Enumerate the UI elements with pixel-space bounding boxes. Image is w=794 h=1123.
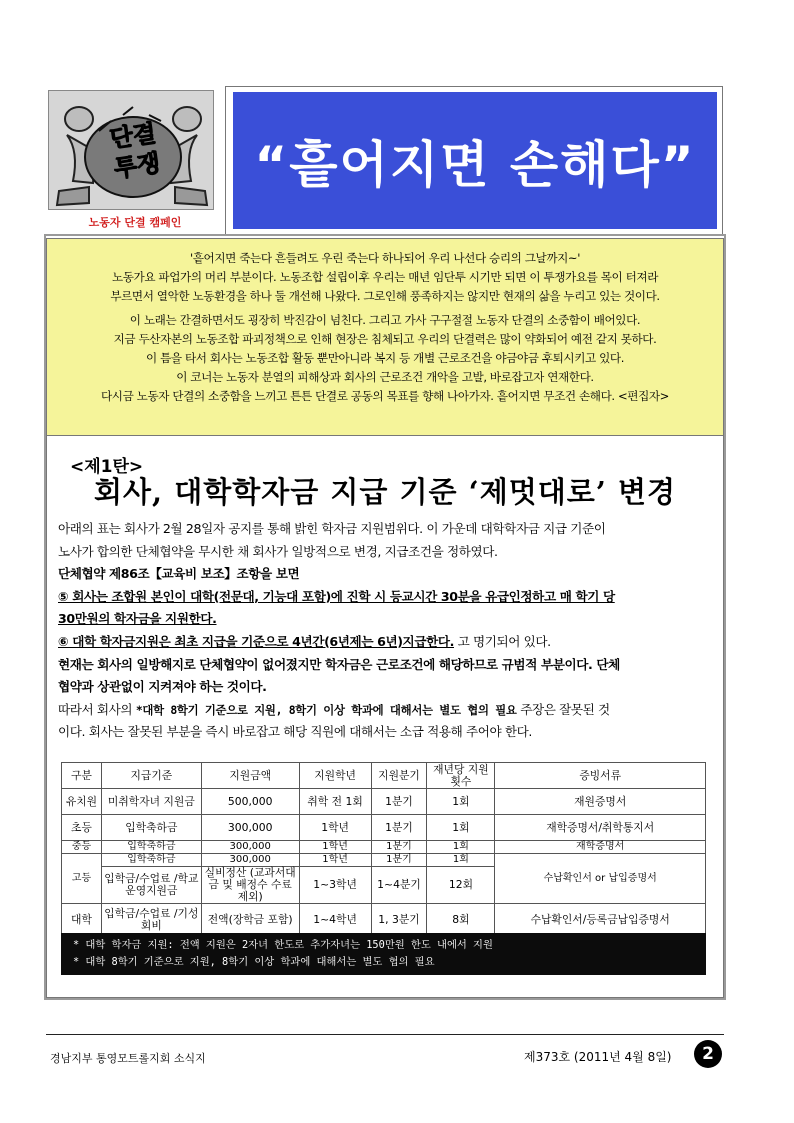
body-line: 30만원의 학자금을 지원한다.: [58, 611, 217, 627]
series-label: <제1탄>: [70, 457, 144, 477]
table-cell: 500,000: [201, 789, 299, 815]
body-line: 아래의 표는 회사가 2월 28일자 공지를 통해 밝힌 학자금 지원범위다. 이 가운데 대학학자금 지급 기준이: [58, 521, 606, 536]
article-headline: 회사, 대학학자금 지급 기준 ‘제멋대로’ 변경: [93, 475, 676, 509]
table-cell: 1회: [427, 789, 495, 815]
editorial-box: [46, 238, 724, 436]
clause-six-tail: 고 명기되어 있다.: [454, 633, 551, 649]
table-cell: 수납확인서/등록금납입증명서: [495, 904, 706, 936]
table-header-row: [62, 763, 706, 789]
newsletter-name: 경남지부 통영모트롤지회 소식지: [50, 1052, 206, 1065]
table-cell: 유치원: [62, 789, 102, 815]
table-cell: 1학년: [299, 815, 371, 841]
table-cell: 1학년: [299, 841, 371, 854]
body-line: 단체협약 제86조【교육비 보조】조항을 보면: [58, 566, 300, 582]
table-header-cell: 지원학년: [299, 763, 371, 789]
table-header-cell: 증빙서류: [495, 763, 706, 789]
table-header-cell: 지급기준: [101, 763, 201, 789]
table-cell: 고등: [62, 854, 102, 904]
editorial-line: 이 틈을 타서 회사는 노동조합 활동 뿐만아니라 복지 등 개별 근로조건을 야금야금 후퇴시키고 있다.: [146, 351, 624, 366]
table-cell: 미취학자녀 지원금: [101, 789, 201, 815]
table-cell: 재학증명서: [495, 841, 706, 854]
table-cell: 재원증명서: [495, 789, 706, 815]
table-cell: 1~4학년: [299, 904, 371, 936]
table-cell: 1학년: [299, 854, 371, 867]
table-cell: 300,000: [201, 815, 299, 841]
table-cell: 1분기: [371, 854, 427, 867]
table-cell: 1, 3분기: [371, 904, 427, 936]
table-note: * 대학 학자금 지원: 전액 지원은 2자녀 한도로 추가자녀는 150만원 한도 내에서 지원: [73, 939, 493, 951]
table-cell: 1~3학년: [299, 867, 371, 904]
body-text-pre: 따라서 회사의: [58, 701, 136, 717]
table-cell: 1회: [427, 815, 495, 841]
table-cell: 1분기: [371, 789, 427, 815]
tuition-support-table: [61, 762, 706, 936]
editorial-line: 이 코너는 노동자 분열의 피해상과 회사의 근로조건 개악을 고발, 바로잡고자 연재한다.: [176, 370, 594, 385]
body-line: 협약과 상관없이 지켜져야 하는 것이다.: [58, 679, 267, 695]
table-cell: 12회: [427, 867, 495, 904]
page-title: “흩어지면 손해다”: [254, 135, 696, 194]
table-cell: 1분기: [371, 841, 427, 854]
editorial-line: 부르면서 열악한 노동환경을 하나 둘 개선해 나왔다. 그로인해 풍족하지는 않지만 현재의 삶을 누리고 있는 것이다.: [110, 289, 660, 304]
table-cell: 1분기: [371, 815, 427, 841]
body-line: ⑤ 회사는 조합원 본인이 대학(전문대, 기능대 포함)에 진학 시 등교시간 30분을 유급인정하고 매 학기 당: [58, 588, 615, 604]
table-row: [62, 815, 706, 841]
table-cell: 대학: [62, 904, 102, 936]
table-notes: [61, 933, 706, 975]
table-row: [62, 904, 706, 936]
table-cell: 입학금/수업료 /기성회비: [101, 904, 201, 936]
table-header-cell: 지원분기: [371, 763, 427, 789]
table-row: [62, 854, 706, 867]
table-cell: 입학축하금: [101, 841, 201, 854]
table-cell: 전액(장학금 포함): [201, 904, 299, 936]
table-cell: 1회: [427, 854, 495, 867]
table-header-cell: 지원금액: [201, 763, 299, 789]
editorial-line: 노동가요 파업가의 머리 부분이다. 노동조합 설립이후 우리는 매년 임단투 시기만 되면 이 투쟁가요를 목이 터져라: [111, 270, 659, 285]
table-cell: 300,000: [201, 854, 299, 867]
footer-divider: [46, 1034, 724, 1035]
table-cell: 입학축하금: [101, 815, 201, 841]
body-line: 노사가 합의한 단체협약을 무시한 채 회사가 일방적으로 변경, 지급조건을 정하였다.: [58, 543, 498, 559]
table-cell: 취학 전 1회: [299, 789, 371, 815]
table-cell: 8회: [427, 904, 495, 936]
issue-info: 제373호 (2011년 4월 8일): [524, 1050, 672, 1064]
clause-six: ⑥ 대학 학자금지원은 최초 지급을 기준으로 4년간(6년제는 6년)지급한다.: [58, 633, 455, 649]
table-cell: 입학축하금: [101, 854, 201, 867]
table-header-cell: 구분: [62, 763, 102, 789]
logo-caption: 노동자 단결 캠페인: [88, 216, 182, 229]
article-body: [58, 518, 714, 744]
body-text-post: 주장은 잘못된 것: [516, 701, 610, 717]
table-cell: 수납확인서 or 납입증명서: [495, 854, 706, 904]
editorial-line: '흩어지면 죽는다 흔들려도 우린 죽는다 하나되어 우리 나선다 승리의 그날까지~': [189, 251, 581, 265]
editorial-line: 이 노래는 간결하면서도 굉장히 박진감이 넘친다. 그리고 가사 구구절절 노동자 단결의 소중함이 배어있다.: [129, 312, 641, 327]
logo-text-bottom: 투쟁: [112, 148, 162, 183]
table-cell: 초등: [62, 815, 102, 841]
body-line: 현재는 회사의 일방해지로 단체협약이 없어졌지만 학자금은 근로조건에 해당하므로 규범적 부분이다. 단체: [58, 656, 620, 672]
table-note: * 대학 8학기 기준으로 지원, 8학기 이상 학과에 대해서는 별도 협의 필요: [73, 956, 435, 968]
editorial-line: 지금 두산자본의 노동조합 파괴정책으로 인해 현장은 침체되고 우리의 단결력은 많이 약화되어 예전 같지 못하다.: [113, 331, 657, 346]
table-cell: 입학금/수업료 /학교운영지원금: [101, 867, 201, 904]
table-cell: 1~4분기: [371, 867, 427, 904]
body-line: 이다. 회사는 잘못된 부분을 즉시 바로잡고 해당 직원에 대해서는 소급 적용해 주어야 한다.: [58, 724, 533, 740]
table-cell: 재학증명서/취학통지서: [495, 815, 706, 841]
campaign-logo-image: [48, 90, 214, 210]
title-banner: [233, 92, 717, 229]
table-cell: 실비정산 (교과서대금 및 배정수 수료 제외): [201, 867, 299, 904]
page-number: 2: [694, 1040, 722, 1068]
logo-text-top: 단결: [108, 119, 158, 154]
table-row: [62, 841, 706, 854]
table-cell: 중등: [62, 841, 102, 854]
company-claim-quote: *대학 8학기 기준으로 지원, 8학기 이상 학과에 대해서는 별도 협의 필요: [135, 702, 517, 717]
table-row: [62, 789, 706, 815]
editorial-line: 다시금 노동자 단결의 소중함을 느끼고 튼튼 단결로 공동의 목표를 향해 나아가자. 흩어지면 무조건 손해다. <편집자>: [101, 389, 669, 404]
table-header-cell: 재년당 지원횟수: [427, 763, 495, 789]
table-cell: 300,000: [201, 841, 299, 854]
table-cell: 1회: [427, 841, 495, 854]
